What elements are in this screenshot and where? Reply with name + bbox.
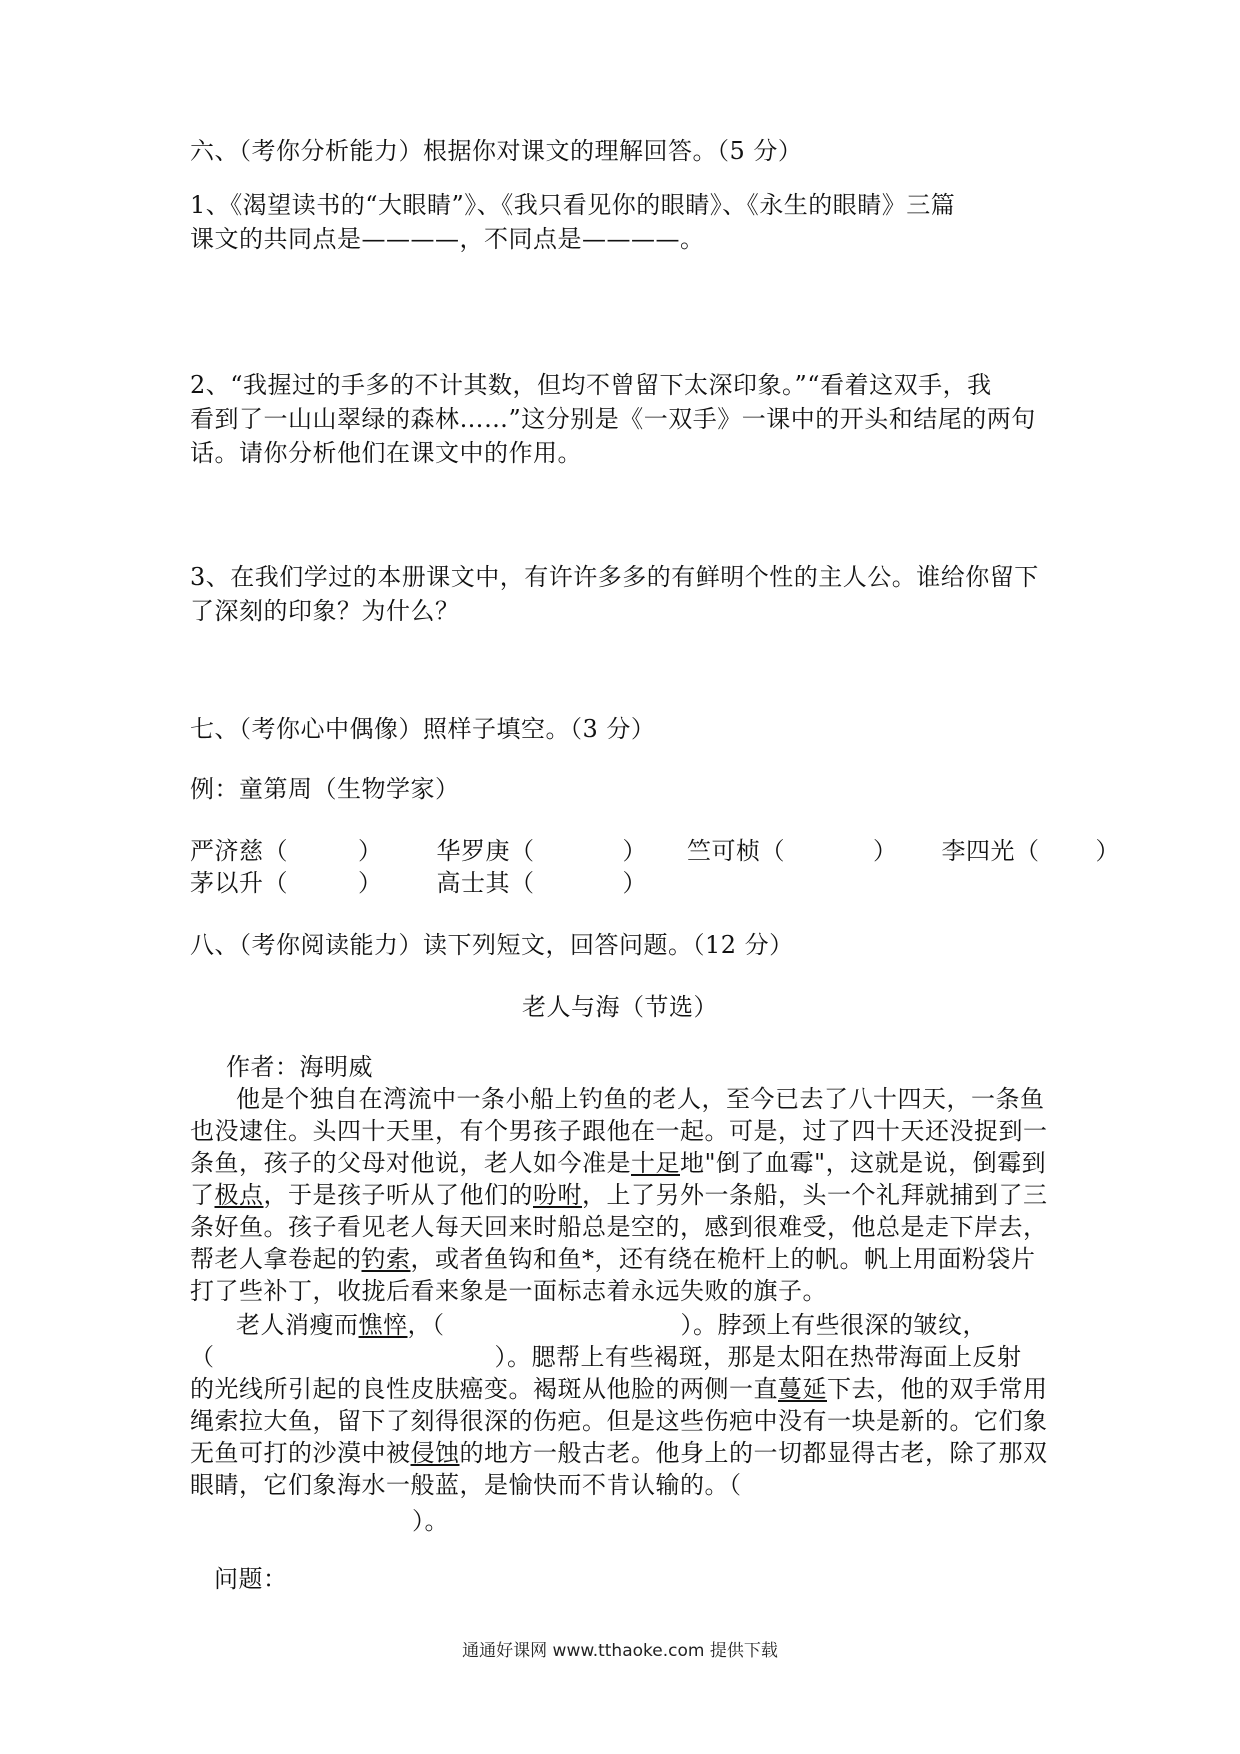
passage-p2-line-5: 无鱼可打的沙漠中被侵蚀的地方一般古老。他身上的一切都显得古老，除了那双 [190, 1439, 1048, 1467]
footer-download-note: 通通好课网 www.tthaoke.com 提供下载 [462, 1641, 778, 1661]
passage-p1-line-4: 了极点，于是孩子听从了他们的吩咐，上了另外一条船，头一个礼拜就捕到了三 [190, 1181, 1048, 1209]
question-2-line-3: 话。请你分析他们在课文中的作用。 [190, 439, 582, 467]
question-1-line-1: 1、《渴望读书的“大眼睛”》、《我只看见你的眼睛》、《永生的眼睛》三篇 [190, 191, 956, 219]
passage-p1-line-3: 条鱼，孩子的父母对他说，老人如今准是十足地"倒了血霉"，这就是说，倒霉到 [190, 1149, 1047, 1177]
underlined-word: 吩咐 [533, 1181, 582, 1209]
passage-p2-line-3: 的光线所引起的良性皮肤癌变。褐斑从他脸的两侧一直蔓延下去，他的双手常用 [190, 1375, 1048, 1403]
fill-in-row-2: 茅以升（ ） 高士其（ ） [190, 869, 647, 897]
section-6-heading: 六、（考你分析能力）根据你对课文的理解回答。（5 分） [190, 137, 803, 165]
underlined-word: 钓索 [361, 1245, 411, 1273]
blank-hua-luogeng[interactable]: 华罗庚（ [436, 837, 535, 865]
passage-p2-line-1: 老人消瘦而憔悴，（ ）。脖颈上有些很深的皱纹， [236, 1311, 987, 1339]
blank-zhu-kezhen[interactable]: 竺可桢（ [687, 837, 785, 865]
question-3-line-2: 了深刻的印象？为什么？ [190, 597, 460, 625]
passage-p2-line-4: 绳索拉大鱼，留下了刻得很深的伤疤。但是这些伤疤中没有一块是新的。它们象 [190, 1407, 1048, 1435]
passage-p1-line-5: 条好鱼。孩子看见老人每天回来时船总是空的，感到很难受，他总是走下岸去， [190, 1213, 1048, 1241]
passage-p2-line-2: （ ）。腮帮上有些褐斑，那是太阳在热带海面上反射 [190, 1343, 1022, 1371]
questions-label: 问题： [214, 1565, 288, 1593]
blank-li-siguang[interactable]: 李四光（ [941, 837, 1040, 865]
blank-yan-jici[interactable]: 严济慈（ [190, 837, 288, 865]
underlined-word: 极点 [214, 1181, 264, 1209]
example-line: 例：童第周（生物学家） [190, 775, 460, 803]
section-8-heading: 八、（考你阅读能力）读下列短文，回答问题。（12 分） [190, 931, 794, 959]
underlined-word: 蔓延 [778, 1375, 827, 1403]
passage-author: 作者：海明威 [226, 1053, 373, 1081]
question-3-line-1: 3、在我们学过的本册课文中，有许许多多的有鲜明个性的主人公。谁给你留下 [190, 563, 1039, 591]
underlined-word: 憔悴 [358, 1311, 408, 1339]
fill-in-row-1: 严济慈（ ） 华罗庚（ ） 竺可桢（ ） 李四光（ ） [190, 837, 1120, 865]
passage-title: 老人与海（节选） [522, 993, 718, 1021]
underlined-word: 十足 [631, 1149, 680, 1177]
question-1-line-2: 课文的共同点是————，不同点是————。 [190, 225, 705, 253]
question-2-line-2: 看到了一山山翠绿的森林……”这分别是《一双手》一课中的开头和结尾的两句 [190, 405, 1036, 433]
passage-p2-line-6: 眼睛，它们象海水一般蓝，是愉快而不肯认输的。（ [190, 1471, 742, 1499]
blank-mao-yisheng[interactable]: 茅以升（ [190, 869, 288, 897]
passage-p1-line-1: 他是个独自在湾流中一条小船上钓鱼的老人，至今已去了八十四天，一条鱼 [236, 1085, 1045, 1113]
underlined-word: 侵蚀 [410, 1439, 460, 1467]
passage-p2-line-7: ）。 [412, 1507, 449, 1535]
blank-gao-shiqi[interactable]: 高士其（ [436, 869, 535, 897]
passage-p1-line-2: 也没逮住。头四十天里，有个男孩子跟他在一起。可是，过了四十天还没捉到一 [190, 1117, 1048, 1145]
passage-p1-line-6: 帮老人拿卷起的钓索，或者鱼钩和鱼*，还有绕在桅杆上的帆。帆上用面粉袋片 [190, 1245, 1036, 1273]
passage-p1-line-7: 打了些补丁，收拢后看来象是一面标志着永远失败的旗子。 [190, 1277, 827, 1305]
section-7-heading: 七、（考你心中偶像）照样子填空。（3 分） [190, 715, 656, 743]
question-2-line-1: 2、“我握过的手多的不计其数，但均不曾留下太深印象。”“看着这双手，我 [190, 371, 992, 399]
